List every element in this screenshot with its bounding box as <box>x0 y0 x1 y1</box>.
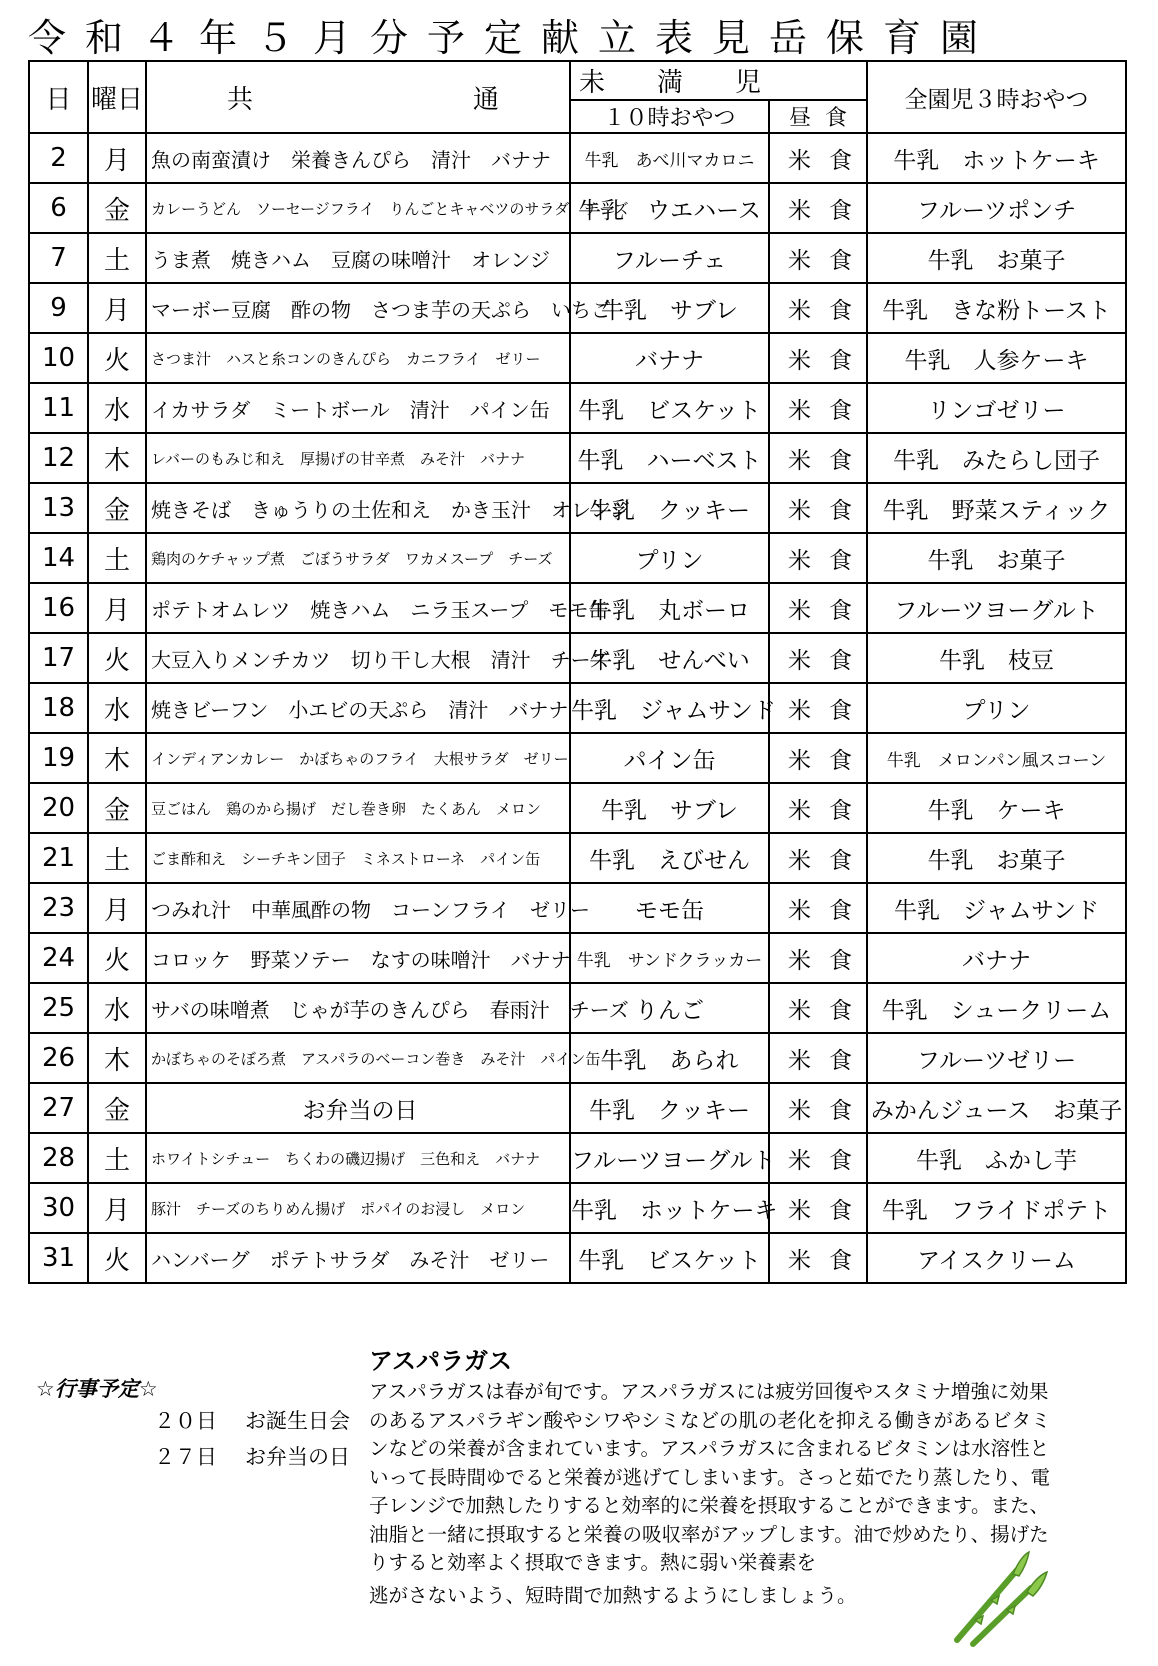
common-menu-cell: ごま酢和え シーチキン団子 ミネストローネ パイン缶 <box>146 833 570 883</box>
common-menu-cell: サバの味噌煮 じゃが芋のきんぴら 春雨汁 チーズ <box>146 983 570 1033</box>
menu-row <box>29 433 1126 483</box>
header-day: 日 <box>29 61 88 133</box>
snack10-cell: 牛乳 サブレ <box>570 283 769 333</box>
weekday-cell: 金 <box>88 783 146 833</box>
menu-row <box>29 1133 1126 1183</box>
day-cell: 31 <box>29 1233 88 1283</box>
menu-row <box>29 1233 1126 1283</box>
lunch-cell: 米食 <box>769 933 867 983</box>
menu-row <box>29 883 1126 933</box>
header-snack3: 全園児３時おやつ <box>867 61 1126 133</box>
menu-row <box>29 783 1126 833</box>
day-cell: 21 <box>29 833 88 883</box>
event-label: お弁当の日 <box>245 1445 350 1469</box>
lunch-cell: 米食 <box>769 283 867 333</box>
snack10-cell: 牛乳 えびせん <box>570 833 769 883</box>
snack3-cell: フルーツヨーグルト <box>867 583 1126 633</box>
menu-row <box>29 1083 1126 1133</box>
snack10-cell: 牛乳 クッキー <box>570 483 769 533</box>
weekday-cell: 木 <box>88 733 146 783</box>
column-title: アスパラガス <box>369 1347 513 1375</box>
snack3-cell: 牛乳 野菜スティック <box>867 483 1126 533</box>
weekday-cell: 土 <box>88 833 146 883</box>
common-menu-cell: イカサラダ ミートボール 清汁 パイン缶 <box>146 383 570 433</box>
snack10-cell: フルーチェ <box>570 233 769 283</box>
column-line: のあるアスパラギン酸やシワやシミなどの肌の老化を抑える働きがあるビタミ <box>369 1408 1051 1432</box>
snack3-cell: 牛乳 ふかし芋 <box>867 1133 1126 1183</box>
snack3-cell: プリン <box>867 683 1126 733</box>
day-cell: 13 <box>29 483 88 533</box>
column-line: ンなどの栄養が含まれています。アスパラガスに含まれるビタミンは水溶性と <box>369 1437 1050 1460</box>
common-menu-cell: 大豆入りメンチカツ 切り干し大根 清汁 チーズ <box>146 633 570 683</box>
common-menu-cell: ポテトオムレツ 焼きハム ニラ玉スープ モモ缶 <box>146 583 570 633</box>
weekday-cell: 火 <box>88 933 146 983</box>
snack3-cell: 牛乳 ケーキ <box>867 783 1126 833</box>
lunch-cell: 米食 <box>769 783 867 833</box>
event-date: ２７日 <box>154 1445 217 1469</box>
common-menu-cell: マーボー豆腐 酢の物 さつま芋の天ぷら いちご <box>146 283 570 333</box>
day-cell: 10 <box>29 333 88 383</box>
header-common-a: 共 <box>227 84 254 115</box>
event-date: ２０日 <box>154 1409 217 1433</box>
day-cell: 14 <box>29 533 88 583</box>
weekday-cell: 土 <box>88 1133 146 1183</box>
snack10-cell: 牛乳 サンドクラッカー <box>570 933 769 983</box>
snack3-cell: みかんジュース お菓子 <box>867 1083 1126 1133</box>
snack3-cell: 牛乳 人参ケーキ <box>867 333 1126 383</box>
common-menu-cell: ハンバーグ ポテトサラダ みそ汁 ゼリー <box>146 1233 570 1283</box>
weekday-cell: 火 <box>88 1233 146 1283</box>
lunch-cell: 米食 <box>769 583 867 633</box>
menu-row <box>29 383 1126 433</box>
menu-row <box>29 483 1126 533</box>
snack3-cell: バナナ <box>867 933 1126 983</box>
snack3-cell: 牛乳 お菓子 <box>867 233 1126 283</box>
snack3-cell: 牛乳 ジャムサンド <box>867 883 1126 933</box>
lunch-cell: 米食 <box>769 333 867 383</box>
lunch-cell: 米食 <box>769 383 867 433</box>
day-cell: 18 <box>29 683 88 733</box>
snack3-cell: 牛乳 お菓子 <box>867 833 1126 883</box>
menu-row <box>29 733 1126 783</box>
day-cell: 23 <box>29 883 88 933</box>
weekday-cell: 月 <box>88 133 146 183</box>
lunch-cell: 米食 <box>769 1233 867 1283</box>
snack3-cell: 牛乳 フライドポテト <box>867 1183 1126 1233</box>
weekday-cell: 火 <box>88 333 146 383</box>
lunch-cell: 米食 <box>769 733 867 783</box>
snack10-cell: バナナ <box>570 333 769 383</box>
day-cell: 11 <box>29 383 88 433</box>
asparagus-icon <box>951 1548 1061 1648</box>
snack3-cell: 牛乳 枝豆 <box>867 633 1126 683</box>
lunch-cell: 米食 <box>769 1183 867 1233</box>
column-line: アスパラガスは春が旬です。アスパラガスには疲労回復やスタミナ増強に効果 <box>369 1380 1049 1403</box>
menu-row <box>29 683 1126 733</box>
weekday-cell: 月 <box>88 1183 146 1233</box>
snack10-cell: 牛乳 丸ボーロ <box>570 583 769 633</box>
weekday-cell: 水 <box>88 683 146 733</box>
snack10-cell: 牛乳 ビスケット <box>570 1233 769 1283</box>
weekday-cell: 火 <box>88 633 146 683</box>
menu-row <box>29 583 1126 633</box>
column-line: 油脂と一緒に摂取すると栄養の吸収率がアップします。油で炒めたり、揚げた <box>369 1522 1049 1546</box>
snack10-cell: 牛乳 サブレ <box>570 783 769 833</box>
snack10-cell: 牛乳 ウエハース <box>570 183 769 233</box>
menu-row <box>29 333 1126 383</box>
weekday-cell: 金 <box>88 483 146 533</box>
common-menu-cell: カレーうどん ソーセージフライ りんごとキャベツのサラダ チーズ <box>146 183 570 233</box>
weekday-cell: 金 <box>88 1083 146 1133</box>
menu-row <box>29 233 1126 283</box>
lunch-cell: 米食 <box>769 1033 867 1083</box>
menu-row <box>29 283 1126 333</box>
lunch-cell: 米食 <box>769 433 867 483</box>
header-weekday: 曜日 <box>88 61 146 133</box>
common-menu-cell: 豆ごはん 鶏のから揚げ だし巻き卵 たくあん メロン <box>146 783 570 833</box>
snack10-cell: 牛乳 ハーベスト <box>570 433 769 483</box>
snack3-cell: フルーツゼリー <box>867 1033 1126 1083</box>
common-menu-cell: レバーのもみじ和え 厚揚げの甘辛煮 みそ汁 バナナ <box>146 433 570 483</box>
weekday-cell: 土 <box>88 533 146 583</box>
snack10-cell: プリン <box>570 533 769 583</box>
snack3-cell: 牛乳 メロンパン風スコーン <box>867 733 1126 783</box>
day-cell: 28 <box>29 1133 88 1183</box>
lunch-cell: 米食 <box>769 233 867 283</box>
common-menu-cell: 焼きそば きゅうりの土佐和え かき玉汁 オレンジ <box>146 483 570 533</box>
day-cell: 20 <box>29 783 88 833</box>
snack3-cell: 牛乳 お菓子 <box>867 533 1126 583</box>
events-title: ☆行事予定☆ <box>36 1377 158 1401</box>
day-cell: 7 <box>29 233 88 283</box>
snack10-cell: 牛乳 クッキー <box>570 1083 769 1133</box>
column-line: 子レンジで加熱したりすると効率的に栄養を摂取することができます。また、 <box>369 1494 1049 1517</box>
lunch-cell: 米食 <box>769 683 867 733</box>
weekday-cell: 水 <box>88 983 146 1033</box>
column-line: りすると効率よく摂取できます。熱に弱い栄養素を <box>369 1551 816 1574</box>
lunch-cell: 米食 <box>769 133 867 183</box>
menu-row <box>29 833 1126 883</box>
lunch-cell: 米食 <box>769 1133 867 1183</box>
snack10-cell: 牛乳 あべ川マカロニ <box>570 133 769 183</box>
menu-row <box>29 633 1126 683</box>
common-menu-cell: お弁当の日 <box>146 1083 570 1133</box>
page-title: 令和４年５月分予定献立表見岳保育園 <box>28 16 998 60</box>
header-snack10: １０時おやつ <box>570 100 769 133</box>
lunch-cell: 米食 <box>769 633 867 683</box>
day-cell: 2 <box>29 133 88 183</box>
snack10-cell: 牛乳 ホットケーキ <box>570 1183 769 1233</box>
day-cell: 24 <box>29 933 88 983</box>
menu-row <box>29 933 1126 983</box>
menu-row <box>29 133 1126 183</box>
menu-row <box>29 1033 1126 1083</box>
menu-row <box>29 983 1126 1033</box>
column-line: いって長時間ゆでると栄養が逃げてしまいます。さっと茹でたり蒸したり、電 <box>369 1465 1050 1489</box>
common-menu-cell: かぼちゃのそぼろ煮 アスパラのベーコン巻き みそ汁 パイン缶 <box>146 1033 570 1083</box>
day-cell: 12 <box>29 433 88 483</box>
snack3-cell: 牛乳 シュークリーム <box>867 983 1126 1033</box>
snack10-cell: 牛乳 せんべい <box>570 633 769 683</box>
day-cell: 19 <box>29 733 88 783</box>
snack3-cell: リンゴゼリー <box>867 383 1126 433</box>
common-menu-cell: 鶏肉のケチャップ煮 ごぼうサラダ ワカメスープ チーズ <box>146 533 570 583</box>
common-menu-cell: 焼きビーフン 小エビの天ぷら 清汁 バナナ <box>146 683 570 733</box>
snack10-cell: 牛乳 ジャムサンド <box>570 683 769 733</box>
day-cell: 17 <box>29 633 88 683</box>
snack3-cell: アイスクリーム <box>867 1233 1126 1283</box>
snack3-cell: 牛乳 ホットケーキ <box>867 133 1126 183</box>
event-label: お誕生日会 <box>245 1409 350 1433</box>
snack3-cell: フルーツポンチ <box>867 183 1126 233</box>
day-cell: 16 <box>29 583 88 633</box>
snack10-cell: 牛乳 あられ <box>570 1033 769 1083</box>
weekday-cell: 月 <box>88 583 146 633</box>
common-menu-cell: インディアンカレー かぼちゃのフライ 大根サラダ ゼリー <box>146 733 570 783</box>
common-menu-cell: 魚の南蛮漬け 栄養きんぴら 清汁 バナナ <box>146 133 570 183</box>
menu-row <box>29 533 1126 583</box>
snack10-cell: りんご <box>570 983 769 1033</box>
common-menu-cell: うま煮 焼きハム 豆腐の味噌汁 オレンジ <box>146 233 570 283</box>
snack10-cell: パイン缶 <box>570 733 769 783</box>
menu-row <box>29 1183 1126 1233</box>
lunch-cell: 米食 <box>769 1083 867 1133</box>
weekday-cell: 月 <box>88 883 146 933</box>
lunch-cell: 米食 <box>769 833 867 883</box>
weekday-cell: 金 <box>88 183 146 233</box>
menu-row <box>29 183 1126 233</box>
day-cell: 9 <box>29 283 88 333</box>
common-menu-cell: ホワイトシチュー ちくわの磯辺揚げ 三色和え バナナ <box>146 1133 570 1183</box>
column-line: 逃がさないよう、短時間で加熱するようにしましょう。 <box>369 1583 857 1607</box>
snack10-cell: モモ缶 <box>570 883 769 933</box>
weekday-cell: 月 <box>88 283 146 333</box>
header-common-b: 通 <box>472 84 499 115</box>
lunch-cell: 米食 <box>769 533 867 583</box>
menu-table <box>28 60 1127 1284</box>
lunch-cell: 米食 <box>769 883 867 933</box>
lunch-cell: 米食 <box>769 483 867 533</box>
weekday-cell: 土 <box>88 233 146 283</box>
weekday-cell: 木 <box>88 1033 146 1083</box>
header-lunch: 昼食 <box>769 100 867 133</box>
weekday-cell: 水 <box>88 383 146 433</box>
day-cell: 30 <box>29 1183 88 1233</box>
day-cell: 25 <box>29 983 88 1033</box>
lunch-cell: 米食 <box>769 183 867 233</box>
common-menu-cell: つみれ汁 中華風酢の物 コーンフライ ゼリー <box>146 883 570 933</box>
common-menu-cell: コロッケ 野菜ソテー なすの味噌汁 バナナ <box>146 933 570 983</box>
common-menu-cell: さつま汁 ハスと糸コンのきんぴら カニフライ ゼリー <box>146 333 570 383</box>
snack10-cell: 牛乳 ビスケット <box>570 383 769 433</box>
day-cell: 27 <box>29 1083 88 1133</box>
snack3-cell: 牛乳 きな粉トースト <box>867 283 1126 333</box>
header-under3: 未 満 児 <box>570 61 867 100</box>
lunch-cell: 米食 <box>769 983 867 1033</box>
common-menu-cell: 豚汁 チーズのちりめん揚げ ポパイのお浸し メロン <box>146 1183 570 1233</box>
snack3-cell: 牛乳 みたらし団子 <box>867 433 1126 483</box>
weekday-cell: 木 <box>88 433 146 483</box>
day-cell: 26 <box>29 1033 88 1083</box>
snack10-cell: フルーツヨーグルト <box>570 1133 769 1183</box>
header-common <box>146 61 570 133</box>
day-cell: 6 <box>29 183 88 233</box>
